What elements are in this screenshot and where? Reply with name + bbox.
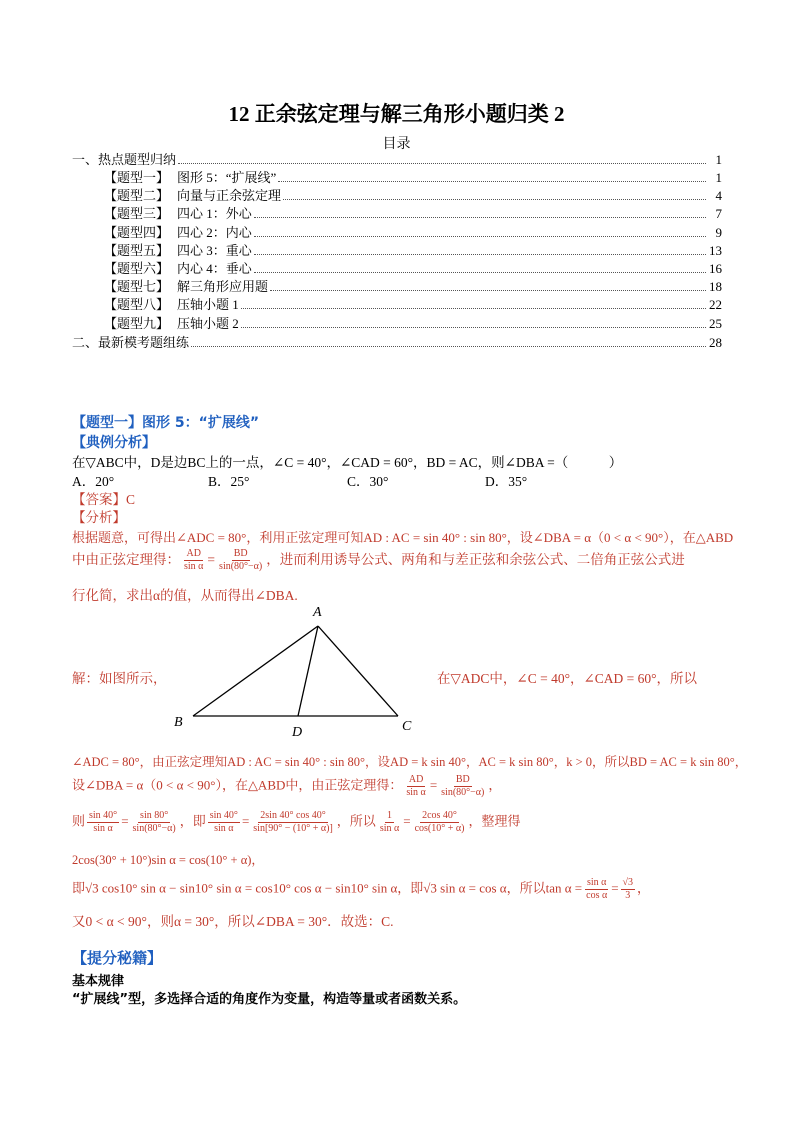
numerator: sin α [586,877,607,888]
denominator: sin(80°−α) [132,823,176,834]
toc-entry-main-1[interactable] [72,150,722,168]
toc-entry-label: 四心 2：内心 [177,224,252,240]
numerator: sin 40° [89,810,118,821]
toc-entry-tag: 【题型四】 [104,224,170,240]
analysis-line-1: 根据题意，可得出∠ADC = 80°，利用正弦定理可知AD : AC = sin 40° : sin 80°，设∠DBA = α（0 < α < 90°），在△ABD [72,530,734,545]
vertex-label-d: D [292,725,303,740]
denominator: sin α [379,823,400,834]
toc-entry-label: 向量与正余弦定理 [177,188,282,204]
option-a: A．20° [72,474,115,489]
solution-text: ，整理得 [468,813,521,829]
toc-entry-main-2[interactable] [72,333,722,351]
solution-intro-right: 在▽ADC中，∠C = 40°，∠CAD = 60°，所以 [437,671,698,686]
option-c: C．30° [347,474,389,489]
toc-entry-tag: 【题型一】 [104,170,170,185]
answer-line [72,488,135,508]
toc-leader-dots [270,290,706,291]
toc-leader-dots [191,346,706,347]
option-b: B．25° [208,474,250,489]
toc-entry-tag: 【题型二】 [104,188,170,204]
toc-entry-label: 内心 4：垂心 [177,261,252,276]
vertex-label-a: A [313,605,322,620]
analysis-line-2 [72,548,685,573]
fraction [131,810,178,835]
denominator: sin[90° − (10° + α)] [253,823,333,834]
fraction [404,774,427,799]
toc-leader-dots [283,199,706,200]
toc-entry-tag: 【题型七】 [104,279,170,295]
fraction [251,810,335,835]
numerator: 1 [387,810,393,821]
analysis-tag: 【分析】 [72,510,126,525]
solution-text: 设∠DBA = α（0 < α < 90°），在△ABD中，由正弦定理得： [72,777,403,793]
toc-leader-dots [254,217,706,218]
toc-page-number: 13 [709,242,722,258]
toc-page-number: 4 [715,188,722,204]
tips-tag: 【提分秘籍】 [72,949,163,967]
toc-page-number: 22 [709,297,722,313]
toc-entry-tag: 【题型九】 [104,315,170,331]
numerator: AD [408,774,424,785]
toc-entry[interactable] [104,259,722,277]
toc-leader-dots [241,327,706,328]
toc-leader-dots [254,236,706,237]
toc-page-number: 7 [715,206,722,222]
denominator: sin(80°−α) [219,561,263,573]
solution-text: ，即 [179,813,206,829]
toc-entry-label: 四心 3：重心 [177,242,252,258]
toc-entry[interactable] [104,204,722,222]
segment-ad [298,626,318,716]
equals: = [207,552,216,567]
toc-entry-label: 一、热点题型归纳 [72,152,177,167]
numerator: AD [186,548,201,560]
solution-text: 即√3 cos10° sin α − sin10° sin α = cos10° cos α − sin10° sin α，即√3 sin α = cos α，所以tan α = [72,880,583,896]
toc-entry-label: 四心 1：外心 [177,206,252,222]
toc-heading: 目录 [382,137,411,152]
fraction [378,810,401,835]
analysis-text: ，进而利用诱导公式、两角和与差正弦和余弦公式、二倍角正弦公式进 [266,552,685,567]
denominator: sin α [406,787,426,798]
toc-entry-label: 二、最新模考题组练 [72,335,190,350]
denominator: sin α [93,823,113,834]
solution-line-6: 又0 < α < 90°，则α = 30°，所以∠DBA = 30°．故选：C. [72,914,394,929]
answer-tag: 【答案】 [72,492,126,507]
toc-entry-label: 压轴小题 1 [177,297,239,313]
toc-leader-dots [254,254,706,255]
numerator: √3 [622,877,634,888]
toc-leader-dots [178,163,706,164]
solution-text: 则 [72,813,86,829]
denominator: cos α [586,890,608,901]
toc-entry[interactable] [104,241,722,259]
toc-entry[interactable] [104,223,722,241]
toc-entry-tag: 【题型八】 [104,297,170,313]
vertex-label-b: B [174,715,183,730]
numerator: 2sin 40° cos 40° [260,810,326,821]
rule-title: 基本规律 [72,974,125,989]
answer-value: C [126,492,136,507]
numerator: 2cos 40° [422,810,457,821]
denominator: sin(80°−α) [441,787,485,798]
toc-entry[interactable] [104,295,722,313]
solution-line-4: 2cos(30° + 10°)sin α = cos(10° + α)， [72,853,264,867]
toc-leader-dots [254,272,706,273]
triangle-figure [170,600,420,740]
toc-page-number: 16 [709,261,722,276]
numerator: BD [455,774,470,785]
solution-text: ，所以 [336,813,376,829]
fraction [584,877,609,902]
fraction [87,810,119,835]
toc-leader-dots [241,308,706,309]
section-heading-tag: 【题型一】 [72,415,142,431]
denominator: cos(10° + α) [414,823,465,834]
solution-intro: 解：如图所示， [72,671,167,686]
toc-entry-tag: 【题型六】 [104,261,170,276]
toc-leader-dots [278,181,706,182]
toc-entry-tag: 【题型五】 [104,242,170,258]
toc-entry-label: 图形 5：“扩展线” [177,170,277,185]
toc-page-number: 9 [715,224,722,240]
toc-entry-label: 解三角形应用题 [177,279,269,295]
solution-text: ， [637,880,651,896]
example-tag: 【典例分析】 [72,435,156,451]
option-d: D．35° [485,474,528,489]
toc-entry-tag: 【题型三】 [104,206,170,222]
solution-text: ， [488,777,502,793]
fraction [439,774,486,799]
side-ac [318,626,398,716]
solution-line-3: 则 $\frac{\sin 40^\circ}{\text{sin α}}$ = $\frac{\sin 80^\circ}{\sin(80^\circ-\alpha)}$ ，即 $\frac{\sin 40^\circ}{\text{sin α}}$ = $\frac{2\sin 40^\circ \cos 40^\circ}{\sin[90^\circ - (10^\circ + \alpha)]}$ ，所以 $\frac{1}{\text{sin α}}$ = $\frac{2\cos 40^\circ}{\cos(10^\circ + \alpha)}$ ，整理得 [72,810,521,834]
numerator: sin 40° [209,810,238,821]
analysis-line-3: 行化简，求出α的值，从而得出∠DBA. [72,588,298,603]
side-ab [193,626,318,716]
vertex-label-c: C [402,719,412,734]
toc-page-number: 25 [709,315,722,331]
analysis-text: 中由正弦定理得： [72,552,180,567]
toc-page-number: 18 [709,279,722,295]
fraction [182,548,205,573]
page-title: 12 正余弦定理与解三角形小题归类 2 [228,102,565,126]
rule-text: “扩展线”型，多选择合适的角度作为变量，构造等量或者函数关系。 [72,992,467,1007]
solution-line-5: 即√3 cos10° sin α − sin10° sin α = cos10° cos α − sin10° sin α，即√3 sin α = cos α，所以tan α = $\frac{\text{sin α}}{\text{cos α}}$ = $\frac{√3}{3}$ ， [72,877,651,901]
toc-page-number: 1 [715,170,722,185]
toc-entry[interactable] [104,186,722,204]
numerator: sin 80° [140,810,169,821]
section-heading [72,412,259,432]
denominator: 3 [625,890,631,901]
toc-entry[interactable] [104,168,722,186]
toc-page-number: 1 [715,152,722,167]
section-heading-text: 图形 5：“扩展线” [142,415,260,431]
solution-line-2: 设∠DBA = α（0 < α < 90°），在△ABD中，由正弦定理得： $\frac{AD}{\text{sin α}}$ = $\frac{BD}{\sin(80^\circ-\alpha)}$ ， [72,774,502,798]
question-text: 在▽ABC中，D是边BC上的一点，∠C = 40°，∠CAD = 60°，BD = AC，则∠DBA =（ ） [72,455,623,470]
fraction [217,548,264,573]
solution-line-1: ∠ADC = 80°，由正弦定理知AD : AC = sin 40° : sin 80°，设AD = k sin 40°，AC = k sin 80°，k > 0，所以BD = AC = k sin 80°， [72,755,748,769]
toc-entry[interactable] [104,314,722,332]
fraction [413,810,467,835]
toc-entry-label: 压轴小题 2 [177,315,239,331]
numerator: BD [233,548,248,560]
fraction [621,877,636,902]
denominator: sin α [214,823,234,834]
toc-page-number: 28 [709,335,722,350]
fraction [208,810,240,835]
toc-entry[interactable] [104,277,722,295]
denominator: sin α [184,561,204,573]
